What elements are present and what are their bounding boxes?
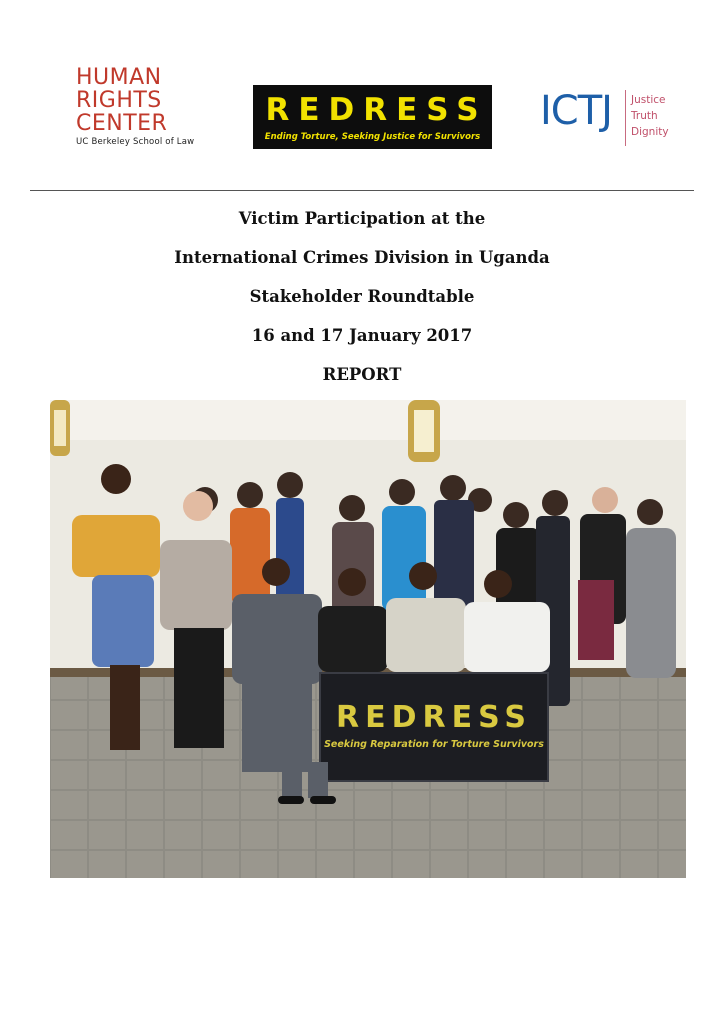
ictj-logo-taglines (631, 92, 669, 140)
group-photo-illustration (50, 400, 686, 878)
title-line: International Crimes Division in Uganda (174, 248, 550, 267)
report-title-block (0, 206, 724, 401)
hrc-logo-subtitle: UC Berkeley School of Law (76, 137, 195, 147)
title-line: Victim Participation at the (238, 209, 486, 228)
ictj-logo (540, 86, 680, 148)
wall-lamp-icon (408, 400, 440, 462)
ictj-logo-divider (625, 90, 626, 146)
ictj-tagline: Truth (631, 110, 658, 122)
redress-logo-word: REDRESS (265, 92, 488, 128)
banner-tagline: Seeking Reparation for Torture Survivors (324, 739, 544, 750)
ictj-logo-word: ICTJ (540, 88, 612, 134)
hrc-logo-line: HUMAN (76, 65, 162, 90)
ictj-tagline: Justice (631, 94, 666, 106)
redress-logo (253, 85, 492, 149)
wall-lamp-icon (50, 400, 70, 456)
redress-logo-tagline: Ending Torture, Seeking Justice for Survivors (264, 132, 481, 142)
hrc-logo-line: CENTER (76, 111, 168, 136)
ictj-tagline: Dignity (631, 126, 669, 138)
title-date: 16 and 17 January 2017 (251, 326, 473, 345)
hrc-logo-line: RIGHTS (76, 88, 162, 113)
banner-word: REDRESS (336, 700, 532, 735)
title-report-label: REPORT (322, 365, 402, 384)
group-photo (50, 400, 686, 878)
header-divider (30, 190, 694, 191)
title-line: Stakeholder Roundtable (249, 287, 475, 306)
human-rights-center-logo (76, 66, 196, 147)
